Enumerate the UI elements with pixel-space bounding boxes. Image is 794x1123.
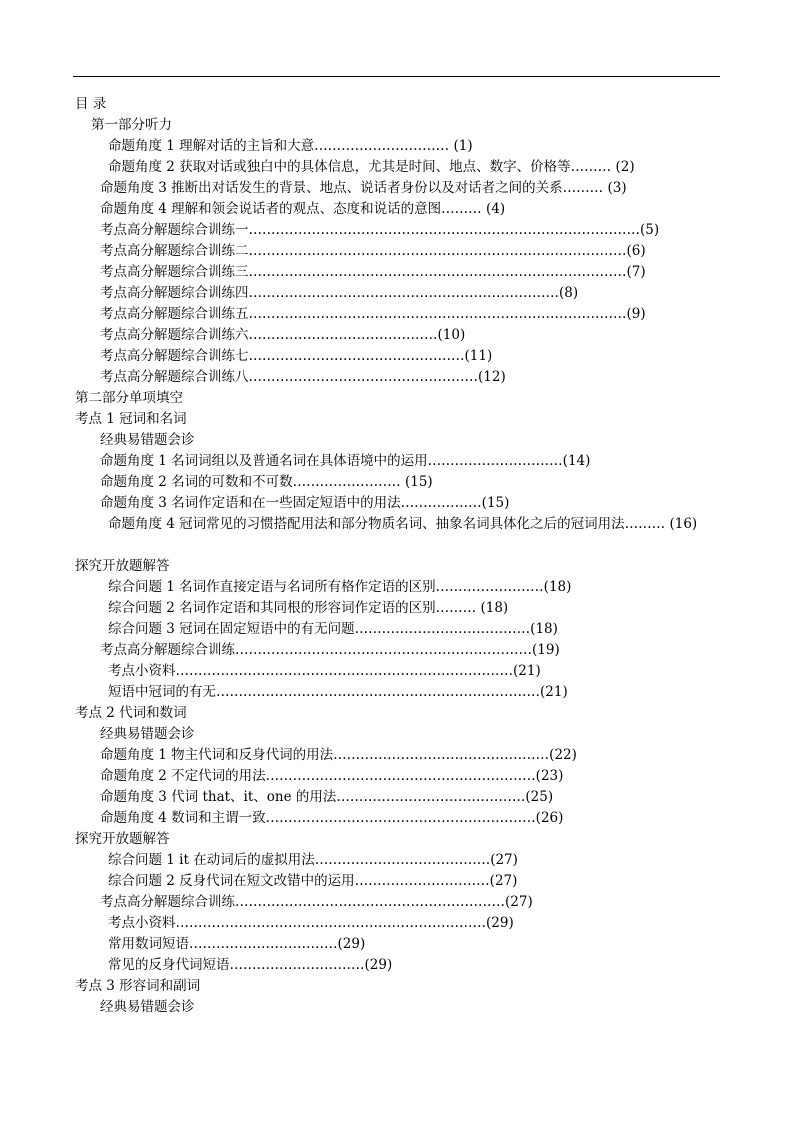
toc-entry: 综合问题 1 it 在动词后的虚拟用法…………………………………(27) bbox=[108, 852, 518, 868]
toc-entry: 综合问题 3 冠词在固定短语中的有无问题…………………………………(18) bbox=[108, 621, 558, 637]
toc-entry: 考点小资料……………………………………………………………(29) bbox=[108, 915, 514, 931]
kaodian1-heading: 考点 1 冠词和名词 bbox=[75, 411, 187, 427]
toc-entry: 命题角度 3 代词 that、it、one 的用法……………………………………(25) bbox=[100, 789, 554, 805]
toc-entry: 命题角度 1 理解对话的主旨和大意………………………… (1) bbox=[108, 138, 473, 154]
section-subheading: 探究开放题解答 bbox=[75, 831, 170, 847]
toc-entry: 考点高分解题综合训练七…………………………………………(11) bbox=[100, 348, 493, 364]
toc-entry: 命题角度 2 名词的可数和不可数…………………… (15) bbox=[100, 474, 433, 490]
toc-entry: 综合问题 1 名词作直接定语与名词所有格作定语的区别……………………(18) bbox=[108, 579, 572, 595]
toc-entry: 考点高分解题综合训练三…………………………………………………………………………(7) bbox=[100, 264, 646, 280]
toc-entry-wrapped: 命题角度 4 冠词常见的习惯搭配用法和部分物质名词、抽象名词具体化之后的冠词用法……… (16) bbox=[108, 516, 698, 532]
toc-entry: 命题角度 4 理解和领会说话者的观点、态度和说话的意图……… (4) bbox=[100, 201, 506, 217]
toc-entry: 考点高分解题综合训练二…………………………………………………………………………(6) bbox=[100, 243, 646, 259]
section-subheading: 探究开放题解答 bbox=[75, 558, 170, 574]
toc-entry: 命题角度 2 获取对话或独白中的具体信息，尤其是时间、地点、数字、价格等……… (2) bbox=[108, 159, 635, 175]
toc-entry: 考点高分解题综合训练五…………………………………………………………………………(9) bbox=[100, 306, 646, 322]
toc-entry: 命题角度 2 不定代词的用法……………………………………………………(23) bbox=[100, 768, 564, 784]
toc-entry: 常见的反身代词短语…………………………(29) bbox=[108, 957, 393, 973]
toc-entry: 命题角度 3 推断出对话发生的背景、地点、说话者身份以及对话者之间的关系……… (3) bbox=[100, 180, 627, 196]
toc-entry: 考点高分解题综合训练一……………………………………………………………………………(5) bbox=[100, 222, 660, 238]
toc-entry: 命题角度 1 物主代词和反身代词的用法…………………………………………(22) bbox=[100, 747, 577, 763]
toc-entry: 命题角度 1 名词词组以及普通名词在具体语境中的运用…………………………(14) bbox=[100, 453, 591, 469]
toc-entry: 考点高分解题综合训练四……………………………………………………………(8) bbox=[100, 285, 579, 301]
toc-entry: 考点高分解题综合训练……………………………………………………(27) bbox=[100, 894, 533, 910]
toc-entry: 命题角度 3 名词作定语和在一些固定短语中的用法………………(15) bbox=[100, 495, 510, 511]
section-subheading: 经典易错题会诊 bbox=[100, 726, 195, 742]
header-rule bbox=[73, 76, 720, 77]
section-subheading: 经典易错题会诊 bbox=[100, 432, 195, 448]
toc-entry: 综合问题 2 名词作定语和其同根的形容词作定语的区别……… (18) bbox=[108, 600, 509, 616]
toc-entry: 考点高分解题综合训练…………………………………………………………(19) bbox=[100, 642, 560, 658]
part1-heading: 第一部分听力 bbox=[91, 117, 172, 133]
kaodian2-heading: 考点 2 代词和数词 bbox=[75, 705, 187, 721]
kaodian3-heading: 考点 3 形容词和副词 bbox=[75, 978, 201, 994]
section-subheading: 经典易错题会诊 bbox=[100, 999, 195, 1015]
toc-entry: 考点小资料…………………………………………………………………(21) bbox=[108, 663, 541, 679]
toc-entry: 命题角度 4 数词和主谓一致……………………………………………………(26) bbox=[100, 810, 564, 826]
toc-entry: 考点高分解题综合训练八……………………………………………(12) bbox=[100, 369, 506, 385]
toc-entry: 综合问题 2 反身代词在短文改错中的运用…………………………(27) bbox=[108, 873, 518, 889]
part2-heading: 第二部分单项填空 bbox=[75, 390, 183, 406]
toc-entry: 短语中冠词的有无………………………………………………………………(21) bbox=[108, 684, 568, 700]
toc-entry: 常用数词短语……………………………(29) bbox=[108, 936, 366, 952]
toc-title: 目 录 bbox=[75, 96, 107, 112]
toc-entry: 考点高分解题综合训练六……………………………………(10) bbox=[100, 327, 466, 343]
